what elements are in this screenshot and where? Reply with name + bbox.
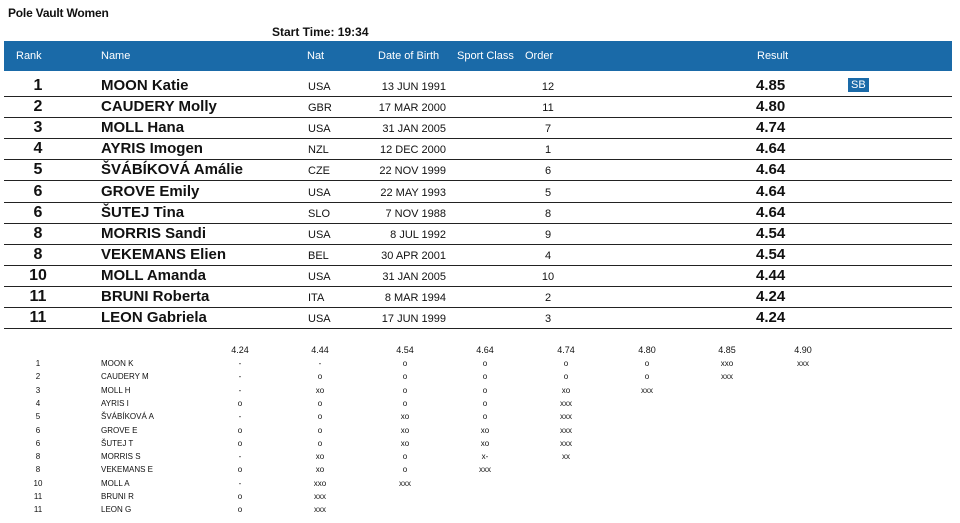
attempt-rank: 3 xyxy=(35,385,41,395)
order-cell: 8 xyxy=(544,207,552,220)
result-cell: 4.44 xyxy=(756,266,786,284)
athlete-name: MOLL Hana xyxy=(101,119,185,137)
attempt-rank: 6 xyxy=(35,438,41,448)
nat-cell: USA xyxy=(308,81,331,93)
order-cell: 2 xyxy=(544,292,552,304)
attempt-mark: xxx xyxy=(560,425,572,435)
attempt-row xyxy=(0,492,900,505)
athlete-name: GROVE Emily xyxy=(101,182,200,200)
attempt-name: ŠUTEJ T xyxy=(101,438,134,448)
dob-cell: 31 JAN 2005 xyxy=(382,123,446,136)
attempt-row xyxy=(0,359,900,372)
attempt-row xyxy=(0,505,900,518)
attempt-rank: 4 xyxy=(35,398,41,408)
attempt-mark: o xyxy=(402,359,408,368)
athlete-name: MORRIS Sandi xyxy=(101,224,207,242)
attempt-mark: o xyxy=(237,505,243,515)
nat-cell: BEL xyxy=(308,249,329,262)
table-row xyxy=(4,159,952,181)
rank-cell: 6 xyxy=(33,203,43,221)
result-cell: 4.24 xyxy=(756,288,786,305)
rank-cell: 3 xyxy=(33,119,43,137)
result-cell: 4.80 xyxy=(756,98,786,116)
header-rank: Rank xyxy=(16,50,42,62)
attempt-mark: xxo xyxy=(720,359,734,368)
dob-cell: 22 NOV 1999 xyxy=(379,165,446,178)
attempt-mark: o xyxy=(237,425,243,435)
rank-cell: 2 xyxy=(33,98,43,116)
attempt-mark: xxx xyxy=(479,465,491,475)
attempt-row xyxy=(0,439,900,452)
table-row xyxy=(4,244,952,266)
attempt-mark: o xyxy=(317,372,323,382)
table-row xyxy=(4,286,952,308)
rank-cell: 10 xyxy=(29,266,47,284)
result-cell: 4.74 xyxy=(756,119,786,137)
attempt-mark: xo xyxy=(315,385,325,395)
attempt-name: MOON K xyxy=(101,359,134,368)
order-cell: 1 xyxy=(544,144,552,157)
attempt-mark: o xyxy=(402,372,408,382)
nat-cell: USA xyxy=(308,313,331,326)
height-label: 4.80 xyxy=(638,345,656,355)
header-name: Name xyxy=(101,50,131,62)
attempt-mark: - xyxy=(238,452,242,462)
attempt-row xyxy=(0,452,900,465)
dob-cell: 22 MAY 1993 xyxy=(380,186,446,199)
attempt-mark: o xyxy=(402,385,408,395)
attempt-rank: 11 xyxy=(33,492,43,501)
attempt-row xyxy=(0,426,900,439)
height-label: 4.24 xyxy=(231,345,249,355)
attempt-mark: - xyxy=(238,359,242,368)
table-row xyxy=(4,96,952,118)
result-cell: 4.64 xyxy=(756,182,786,200)
attempt-mark: xo xyxy=(480,438,490,448)
dob-cell: 30 APR 2001 xyxy=(381,249,446,262)
attempt-mark: xxx xyxy=(560,438,572,448)
rank-cell: 5 xyxy=(33,161,43,179)
attempt-row xyxy=(0,399,900,412)
nat-cell: ITA xyxy=(308,292,325,304)
athlete-name: LEON Gabriela xyxy=(101,309,207,327)
attempt-rank: 10 xyxy=(33,478,43,488)
rank-cell: 11 xyxy=(29,288,47,305)
attempt-row xyxy=(0,479,900,492)
nat-cell: USA xyxy=(308,123,331,136)
attempt-mark: o xyxy=(317,398,323,408)
table-row xyxy=(4,181,952,203)
attempt-rank: 8 xyxy=(35,465,41,475)
attempt-mark: x- xyxy=(481,452,489,462)
attempt-rank: 5 xyxy=(35,412,41,422)
result-cell: 4.64 xyxy=(756,203,786,221)
header-nat: Nat xyxy=(307,50,325,62)
athlete-name: AYRIS Imogen xyxy=(101,140,203,158)
attempt-mark: - xyxy=(318,359,322,368)
record-badge: SB xyxy=(848,78,869,92)
height-label: 4.54 xyxy=(396,345,414,355)
dob-cell: 12 DEC 2000 xyxy=(379,144,446,157)
header-dob: Date of Birth xyxy=(378,50,440,62)
dob-cell: 8 JUL 1992 xyxy=(390,228,446,241)
attempt-mark: - xyxy=(238,372,242,382)
attempt-mark: o xyxy=(482,385,488,395)
attempt-mark: o xyxy=(402,465,408,475)
height-label: 4.74 xyxy=(557,345,575,355)
attempt-mark: o xyxy=(237,438,243,448)
header-result: Result xyxy=(757,50,789,62)
height-label: 4.85 xyxy=(718,345,736,355)
attempt-row xyxy=(0,412,900,425)
attempt-mark: xxx xyxy=(560,398,572,408)
rank-cell: 6 xyxy=(33,182,43,200)
attempt-mark: o xyxy=(563,372,569,382)
results-header xyxy=(4,41,952,71)
nat-cell: SLO xyxy=(308,207,331,220)
dob-cell: 7 NOV 1988 xyxy=(385,207,446,220)
order-cell: 11 xyxy=(542,102,554,115)
attempt-mark: xxx xyxy=(797,359,809,368)
attempt-mark: xo xyxy=(561,385,571,395)
attempt-name: VEKEMANS E xyxy=(101,465,154,475)
attempt-mark: xo xyxy=(480,425,490,435)
nat-cell: GBR xyxy=(308,102,332,115)
athlete-name: ŠUTEJ Tina xyxy=(101,203,185,221)
attempt-mark: o xyxy=(482,372,488,382)
result-cell: 4.64 xyxy=(756,140,786,158)
attempt-mark: xxx xyxy=(314,492,326,501)
header-order: Order xyxy=(525,50,554,62)
attempt-mark: xxx xyxy=(560,412,572,422)
attempt-mark: o xyxy=(237,465,243,475)
height-label: 4.64 xyxy=(476,345,494,355)
attempt-mark: xo xyxy=(400,425,410,435)
attempt-name: GROVE E xyxy=(101,425,138,435)
dob-cell: 13 JUN 1991 xyxy=(381,81,446,93)
dob-cell: 17 MAR 2000 xyxy=(378,102,446,115)
attempt-mark: xxx xyxy=(721,372,733,382)
attempt-mark: o xyxy=(482,398,488,408)
table-row xyxy=(4,307,952,329)
attempt-mark: - xyxy=(238,478,242,488)
table-row xyxy=(4,138,952,160)
attempt-rank: 8 xyxy=(35,452,41,462)
result-cell: 4.54 xyxy=(756,245,786,263)
result-cell: 4.85 xyxy=(756,77,786,94)
attempt-row xyxy=(0,465,900,478)
height-label: 4.44 xyxy=(311,345,329,355)
attempt-rank: 6 xyxy=(35,425,41,435)
attempt-row xyxy=(0,386,900,399)
rank-cell: 4 xyxy=(33,140,43,158)
attempt-mark: o xyxy=(482,359,488,368)
attempt-rank: 1 xyxy=(35,359,41,368)
attempt-name: AYRIS I xyxy=(101,398,129,408)
attempt-mark: o xyxy=(644,359,650,368)
order-cell: 12 xyxy=(541,81,555,93)
attempt-mark: o xyxy=(482,412,488,422)
dob-cell: 8 MAR 1994 xyxy=(384,292,446,304)
attempt-mark: o xyxy=(317,425,323,435)
athlete-name: BRUNI Roberta xyxy=(101,288,210,305)
result-cell: 4.54 xyxy=(756,224,786,242)
nat-cell: CZE xyxy=(308,165,330,178)
attempt-mark: o xyxy=(563,359,569,368)
rank-cell: 8 xyxy=(33,224,43,242)
attempt-mark: xx xyxy=(562,452,570,462)
attempt-name: MOLL H xyxy=(101,385,131,395)
start-time: Start Time: 19:34 xyxy=(272,25,369,39)
attempt-row xyxy=(0,372,900,385)
table-row xyxy=(4,223,952,245)
attempt-rank: 11 xyxy=(33,505,43,515)
nat-cell: USA xyxy=(308,186,331,199)
attempt-mark: o xyxy=(402,452,408,462)
attempt-name: ŠVÁBÍKOVÁ A xyxy=(101,412,154,422)
nat-cell: USA xyxy=(308,270,331,283)
order-cell: 10 xyxy=(541,270,555,283)
attempt-mark: o xyxy=(317,412,323,422)
attempt-mark: xxo xyxy=(313,478,327,488)
table-row xyxy=(4,265,952,287)
attempt-mark: xo xyxy=(400,412,410,422)
attempt-mark: o xyxy=(317,438,323,448)
attempt-name: CAUDERY M xyxy=(101,372,149,382)
dob-cell: 31 JAN 2005 xyxy=(382,270,446,283)
order-cell: 9 xyxy=(544,228,552,241)
order-cell: 6 xyxy=(544,165,552,178)
attempt-name: MORRIS S xyxy=(101,452,141,462)
rank-cell: 11 xyxy=(29,309,47,327)
athlete-name: CAUDERY Molly xyxy=(101,98,217,116)
table-row xyxy=(4,75,952,97)
athlete-name: ŠVÁBÍKOVÁ Amálie xyxy=(101,161,243,179)
attempt-mark: xxx xyxy=(641,385,653,395)
attempt-mark: - xyxy=(238,385,242,395)
attempt-mark: o xyxy=(237,398,243,408)
attempt-mark: o xyxy=(237,492,243,501)
table-row xyxy=(4,117,952,139)
attempt-mark: xo xyxy=(315,465,325,475)
athlete-name: MOLL Amanda xyxy=(101,266,207,284)
nat-cell: USA xyxy=(308,228,331,241)
attempt-rank: 2 xyxy=(35,372,41,382)
athlete-name: MOON Katie xyxy=(101,77,189,94)
attempt-mark: xo xyxy=(400,438,410,448)
attempt-name: BRUNI R xyxy=(101,492,134,501)
attempt-name: MOLL A xyxy=(101,478,130,488)
dob-cell: 17 JUN 1999 xyxy=(381,313,446,326)
attempt-mark: xxx xyxy=(314,505,326,515)
attempt-mark: - xyxy=(238,412,242,422)
attempt-name: LEON G xyxy=(101,505,132,515)
rank-cell: 1 xyxy=(33,77,43,94)
rank-cell: 8 xyxy=(33,245,43,263)
order-cell: 3 xyxy=(544,313,552,326)
attempt-mark: xxx xyxy=(399,478,411,488)
attempt-mark: o xyxy=(402,398,408,408)
order-cell: 7 xyxy=(544,123,552,136)
attempt-mark: xo xyxy=(315,452,325,462)
nat-cell: NZL xyxy=(308,144,329,157)
order-cell: 4 xyxy=(544,249,552,262)
table-row xyxy=(4,202,952,224)
header-sport-class: Sport Class xyxy=(457,50,514,62)
athlete-name: VEKEMANS Elien xyxy=(101,245,227,263)
order-cell: 5 xyxy=(544,186,552,199)
event-title: Pole Vault Women xyxy=(8,6,109,20)
result-cell: 4.64 xyxy=(756,161,786,179)
height-label: 4.90 xyxy=(794,345,812,355)
attempt-mark: o xyxy=(644,372,650,382)
result-cell: 4.24 xyxy=(756,309,786,327)
